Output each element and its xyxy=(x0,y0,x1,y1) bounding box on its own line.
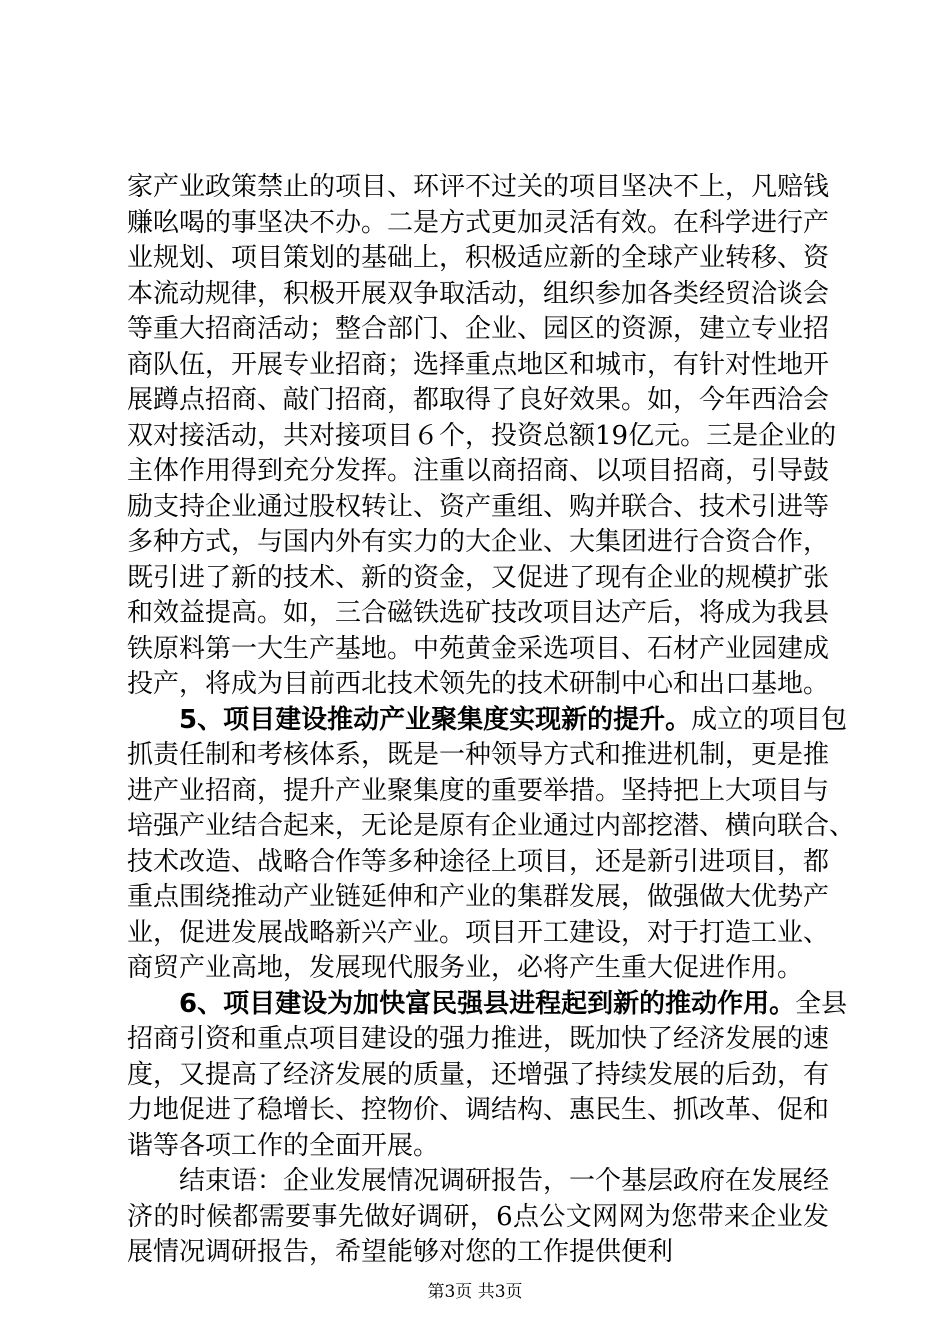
text-line xyxy=(127,987,848,1023)
text-line: 励支持企业通过股权转让、资产重组、购并联合、技术引进等 xyxy=(127,491,830,522)
paragraph-prosperity xyxy=(127,987,848,1165)
text-line: 投产，将成为目前西北技术领先的技术研制中心和出口基地。 xyxy=(127,669,830,699)
text-line: 力地促进了稳增长、控物价、调结构、惠民生、抓改革、促和 xyxy=(127,1095,830,1125)
text-line: 展蹲点招商、敲门招商，都取得了良好效果。如，今年西洽会 xyxy=(127,385,830,415)
text-line: 既引进了新的技术、新的资金，又促进了现有企业的规模扩张 xyxy=(127,562,830,593)
paragraph-investment xyxy=(127,170,837,703)
text-line: 进产业招商，提升产业聚集度的重要举措。坚持把上大项目与 xyxy=(127,775,830,806)
body-text xyxy=(127,170,856,1271)
text-line: 等重大招商活动；整合部门、企业、园区的资源，建立专业招 xyxy=(127,314,830,344)
text-line: 赚吆喝的事坚决不办。二是方式更加灵活有效。在科学进行产 xyxy=(127,207,830,238)
text-fragment: 全县 xyxy=(795,988,848,1019)
paragraph-industry-cluster xyxy=(127,703,856,987)
text-line: 培强产业结合起来，无论是原有企业通过内部挖潜、横向联合、 xyxy=(127,811,856,841)
text-line: 和效益提高。如，三合磁铁选矿技改项目达产后，将成为我县 xyxy=(127,598,830,628)
text-line: 商贸产业高地，发展现代服务业，必将产生重大促进作用。 xyxy=(127,953,804,983)
text-line: 技术改造、战略合作等多种途径上项目，还是新引进项目，都 xyxy=(127,846,830,877)
paragraph-conclusion xyxy=(127,1164,829,1271)
text-line: 展情况调研报告，希望能够对您的工作提供便利 xyxy=(127,1237,674,1267)
text-line: 本流动规律，积极开展双争取活动，组织参加各类经贸洽谈会 xyxy=(127,278,830,309)
text-line: 招商引资和重点项目建设的强力推进，既加快了经济发展的速 xyxy=(127,1024,830,1054)
text-line: 铁原料第一大生产基地。中苑黄金采选项目、石材产业园建成 xyxy=(127,633,830,664)
text-line xyxy=(127,703,848,739)
text-line: 重点围绕推动产业链延伸和产业的集群发展，做强做大优势产 xyxy=(127,882,830,912)
text-line: 结束语：企业发展情况调研报告，一个基层政府在发展经 xyxy=(179,1166,830,1196)
text-line: 谐等各项工作的全面开展。 xyxy=(127,1130,440,1161)
page-footer: 第3页 共3页 xyxy=(427,1282,523,1302)
section-heading: 5、项目建设推动产业聚集度实现新的提升。 xyxy=(179,704,692,735)
text-line: 业，促进发展战略新兴产业。项目开工建设，对于打造工业、 xyxy=(127,917,830,948)
text-line: 商队伍，开展专业招商；选择重点地区和城市，有针对性地开 xyxy=(127,349,830,380)
text-fragment: 成立的项目包 xyxy=(691,704,848,735)
text-line: 主体作用得到充分发挥。注重以商招商、以项目招商，引导鼓 xyxy=(127,456,830,486)
text-line: 多种方式，与国内外有实力的大企业、大集团进行合资合作， xyxy=(127,527,830,557)
text-line: 家产业政策禁止的项目、环评不过关的项目坚决不上，凡赔钱 xyxy=(127,172,830,202)
section-heading: 6、项目建设为加快富民强县进程起到新的推动作用。 xyxy=(179,988,796,1019)
text-line: 双对接活动，共对接项目６个，投资总额19亿元。三是企业的 xyxy=(127,420,837,451)
text-line: 济的时候都需要事先做好调研，6点公文网网为您带来企业发 xyxy=(127,1201,829,1232)
text-line: 业规划、项目策划的基础上，积极适应新的全球产业转移、资 xyxy=(127,243,830,273)
text-line: 抓责任制和考核体系，既是一种领导方式和推进机制，更是推 xyxy=(127,740,830,770)
text-line: 度，又提高了经济发展的质量，还增强了持续发展的后劲，有 xyxy=(127,1059,830,1090)
